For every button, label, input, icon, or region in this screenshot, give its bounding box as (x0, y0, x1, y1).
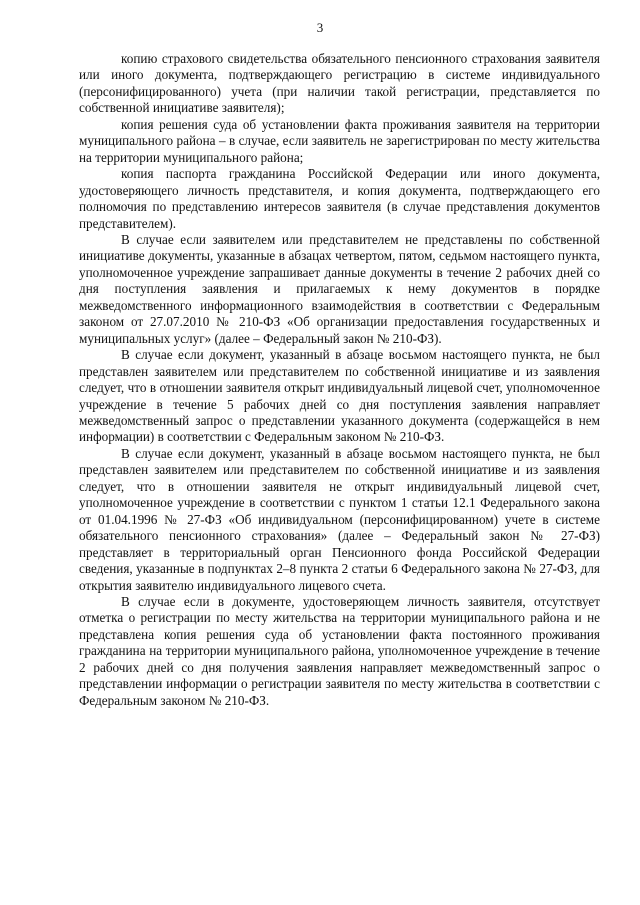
paragraph-insurance-certificate-copy: копию страхового свидетельства обязательного пенсионного страхования заявителя или иного документа, подтверждающего регистрацию в системе индивидуального (персонифицированного) учета (при наличии такой регистрации, представляется по собственной инициативе заявителя); (79, 51, 600, 116)
paragraph-residence-registration: В случае если в документе, удостоверяющем личность заявителя, отсутствует отметка о регистрации по месту жительства на территории муниципального района и не представлена копия решения суда об установлении факта постоянного проживания гражданина на территории муниципального района, уполномоченное учреждение в течение 2 рабочих дней со дня получения заявления направляет межведомственный запрос о представлении информации о регистрации заявителя по месту жительства в соответствии с Федеральным законом № 210-ФЗ. (79, 593, 600, 708)
paragraph-personal-account-opened: В случае если документ, указанный в абзаце восьмом настоящего пункта, не был представлен заявителем или представителем по собственной инициативе и из заявления следует, что в отношении заявителя открыт индивидуальный лицевой счет, уполномоченное учреждение в течение 5 рабочих дней со дня поступления заявления направляет межведомственный запрос о представлении указанного документа (содержащейся в нем информации) в соответствии с Федеральным законом № 210-ФЗ. (79, 347, 600, 445)
paragraph-court-decision-copy: копия решения суда об установлении факта проживания заявителя на территории муниципального района – в случае, если заявитель не зарегистрирован по месту жительства на территории муниципального района; (79, 116, 600, 165)
document-body (79, 51, 600, 709)
paragraph-passport-copy: копия паспорта гражданина Российской Федерации или иного документа, удостоверяющего личность представителя, и копия документа, подтверждающего его полномочия по представлению интересов заявителя (в случае представления документов представителем). (79, 166, 600, 231)
paragraph-personal-account-not-opened: В случае если документ, указанный в абзаце восьмом настоящего пункта, не был представлен заявителем или представителем по собственной инициативе и из заявления следует, что в отношении заявителя не открыт индивидуальный лицевой счет, уполномоченное учреждение в соответствии с пунктом 1 статьи 12.1 Федерального закона от 01.04.1996 № 27-ФЗ «Об индивидуальном (персонифицированном) учете в системе обязательного пенсионного страхования» (далее – Федеральный закон № 27-ФЗ) представляет в территориальный орган Пенсионного фонда Российской Федерации сведения, указанные в подпунктах 2–8 пункта 2 статьи 6 Федерального закона № 27-ФЗ, для открытия заявителю индивидуального лицевого счета. (79, 445, 600, 593)
page-number: 3 (316, 20, 324, 35)
paragraph-interagency-request: В случае если заявителем или представителем не представлены по собственной инициативе документы, указанные в абзацах четвертом, пятом, седьмом настоящего пункта, уполномоченное учреждение запрашивает данные документы в течение 2 рабочих дней со дня поступления заявления и прилагаемых к нему документов в порядке межведомственного информационного взаимодействия в соответствии с Федеральным законом от 27.07.2010 № 210-ФЗ «Об организации предоставления государственных и муниципальных услуг» (далее – Федеральный закон № 210-ФЗ). (79, 231, 600, 346)
